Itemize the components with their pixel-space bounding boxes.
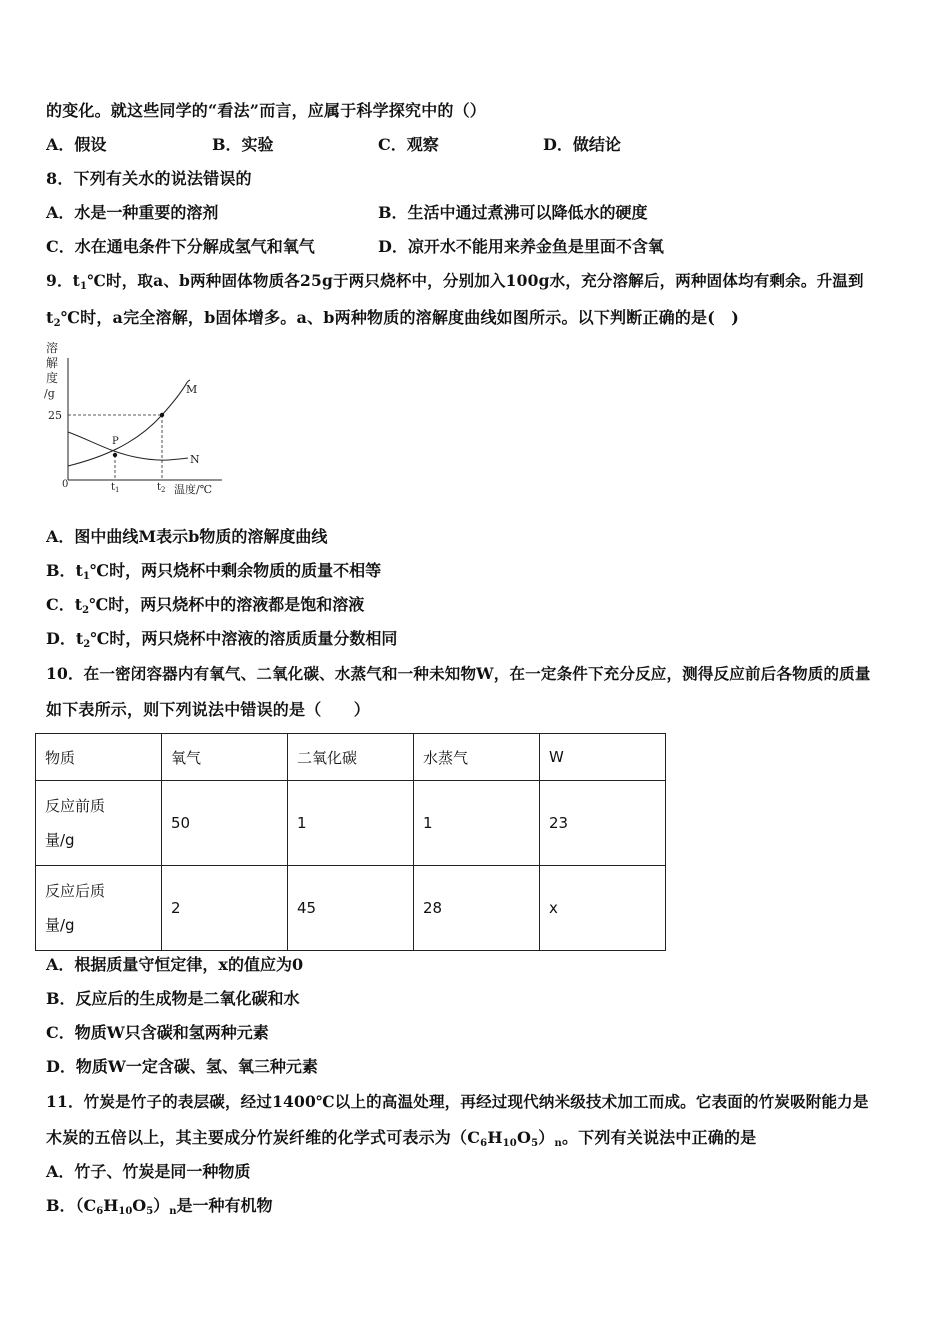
q8-option-d: D．凉开水不能用来养金鱼是里面不含氧 <box>378 237 664 256</box>
q8-option-a: A．水是一种重要的溶剂 <box>46 203 219 222</box>
q10-option-a: A．根据质量守恒定律，x的值应为0 <box>46 955 304 974</box>
origin-label: 0 <box>62 479 69 490</box>
q11-option-b: B．$(C_6H_{10}O_5)_n$是一种有机物 <box>46 1196 273 1217</box>
table-row <box>36 781 666 866</box>
table-header-row <box>36 734 666 781</box>
table-header-cell: 水蒸气 <box>414 734 540 781</box>
q9-stem-line2: $t_2℃$时，a完全溶解，b固体增多。a、b两种物质的溶解度曲线如图所示。以下判断正确的是( ) <box>46 308 739 329</box>
x-tick-t1: $t_1$ <box>111 482 120 494</box>
q9-option-a: A．图中曲线M表示b物质的溶解度曲线 <box>46 527 328 546</box>
q7-stem-tail: 的变化。就这些同学的“看法”而言，应属于科学探究中的（） <box>46 101 487 120</box>
point-p-label: P <box>112 436 119 447</box>
curve-n <box>68 432 188 460</box>
curve-n-label: N <box>190 453 200 466</box>
q10-option-d: D．物质W一定含碳、氢、氧三种元素 <box>46 1057 318 1076</box>
table-cell: x <box>540 866 666 951</box>
q11-stem-line2: 木炭的五倍以上，其主要成分竹炭纤维的化学式可表示为$(C_6H_{10}O_5)_n$。下列有关说法中正确的是 <box>46 1128 757 1149</box>
table-cell: 45 <box>288 866 414 951</box>
table-header-cell: 物质 <box>36 734 162 781</box>
q7-option-a: A．假设 <box>46 135 107 154</box>
q10-option-b: B．反应后的生成物是二氧化碳和水 <box>46 989 300 1008</box>
table-row-label: 反应前质 量/g <box>36 781 162 866</box>
table-row <box>36 866 666 951</box>
table-header-cell: W <box>540 734 666 781</box>
q11-option-a: A．竹子、竹炭是同一种物质 <box>46 1162 251 1181</box>
y-label-char-2: 解 <box>46 356 59 370</box>
q8-stem: 8．下列有关水的说法错误的 <box>46 169 252 188</box>
table-header-cell: 二氧化碳 <box>288 734 414 781</box>
q7-option-b: B．实验 <box>212 135 274 154</box>
x-axis-label: 温度/℃ <box>174 483 213 496</box>
q10-option-c: C．物质W只含碳和氢两种元素 <box>46 1023 269 1042</box>
table-cell: 50 <box>162 781 288 866</box>
table-cell: 1 <box>288 781 414 866</box>
q8-option-b: B．生活中通过煮沸可以降低水的硬度 <box>378 203 648 222</box>
table-cell: 2 <box>162 866 288 951</box>
q9-option-d: D．$t_2℃$时，两只烧杯中溶液的溶质质量分数相同 <box>46 629 398 650</box>
q7-option-d: D．做结论 <box>543 135 621 154</box>
table-cell: 23 <box>540 781 666 866</box>
y-label-char-1: 溶 <box>46 341 59 355</box>
point-p <box>113 453 117 457</box>
q9-option-b: B．$t_1℃$时，两只烧杯中剩余物质的质量不相等 <box>46 561 382 582</box>
mass-table <box>35 733 666 951</box>
solubility-curve-graph <box>40 340 230 500</box>
table-header-cell: 氧气 <box>162 734 288 781</box>
q9-stem-line1: 9．$t_1℃$时，取a、b两种固体物质各25g于两只烧杯中，分别加入100g水，充分溶解后，两种固体均有剩余。升温到 <box>46 271 864 292</box>
q8-option-c: C．水在通电条件下分解成氢气和氧气 <box>46 237 315 256</box>
q10-stem-line1: 10．在一密闭容器内有氧气、二氧化碳、水蒸气和一种未知物W，在一定条件下充分反应，测得反应前后各物质的质量 <box>46 664 871 683</box>
q11-stem-line1: 11．竹炭是竹子的表层碳，经过1400℃以上的高温处理，再经过现代纳米级技术加工而成。它表面的竹炭吸附能力是 <box>46 1092 869 1111</box>
y-label-char-4: /g <box>44 387 55 400</box>
curve-m <box>68 380 190 466</box>
q9-option-c: C．$t_2℃$时，两只烧杯中的溶液都是饱和溶液 <box>46 595 365 616</box>
table-cell: 1 <box>414 781 540 866</box>
curve-m-label: M <box>186 383 198 396</box>
q7-option-c: C．观察 <box>378 135 439 154</box>
q10-stem-line2: 如下表所示，则下列说法中错误的是（ ） <box>46 700 371 719</box>
y-label-char-3: 度 <box>46 371 59 385</box>
point-intersection-25 <box>160 413 164 417</box>
table-row-label: 反应后质 量/g <box>36 866 162 951</box>
table-cell: 28 <box>414 866 540 951</box>
x-tick-t2: $t_2$ <box>157 482 166 494</box>
y-tick-25: 25 <box>48 409 62 422</box>
